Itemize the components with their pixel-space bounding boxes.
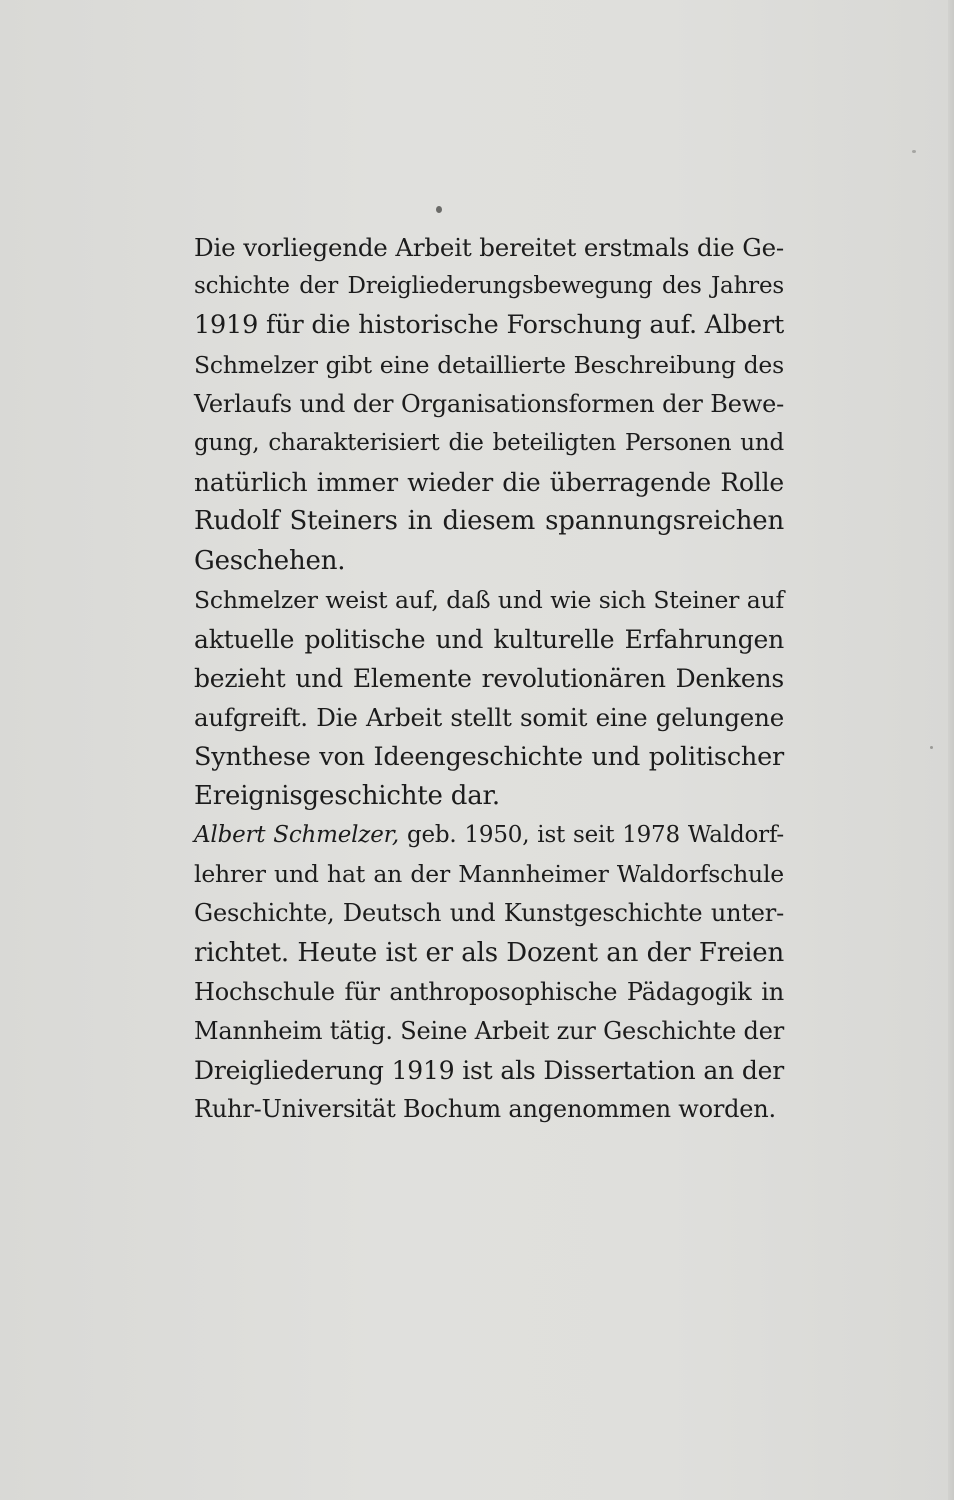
page-edge [948, 0, 954, 1500]
text-line: natürlich immer wieder die überragende Rolle [194, 468, 784, 498]
text-line: Ereignisgeschichte dar. [194, 780, 500, 811]
author-name: Albert Schmelzer, [194, 822, 400, 849]
text-line: Schmelzer weist auf, daß und wie sich Steiner auf [194, 585, 784, 614]
text-line: Hochschule für anthroposophische Pädagogik in [194, 977, 784, 1006]
print-speck [436, 206, 442, 213]
text-line [194, 816, 784, 855]
text-line: gung, charakterisiert die beteiligten Personen und [194, 430, 784, 457]
blurb-paragraph-2 [194, 581, 784, 816]
text-line: Mannheim tätig. Seine Arbeit zur Geschichte der [194, 1017, 784, 1046]
text-line: Schmelzer gibt eine detaillierte Beschreibung des [194, 350, 784, 379]
print-speck [912, 150, 916, 153]
text-line: Ruhr-Universität Bochum angenommen worden. [194, 1095, 776, 1124]
blurb-paragraph-1 [194, 228, 784, 581]
blurb-text [194, 228, 784, 1130]
text-line: lehrer und hat an der Mannheimer Waldorfschule [194, 860, 784, 889]
print-speck [930, 746, 933, 749]
text-line: aufgreift. Die Arbeit stellt somit eine gelungene [194, 703, 784, 733]
text-line: 1919 für die historische Forschung auf. Albert [194, 310, 784, 341]
author-bio-start: geb. 1950, ist seit 1978 Waldorf- [399, 822, 785, 849]
text-line: aktuelle politische und kulturelle Erfahrungen [194, 625, 784, 655]
text-line: schichte der Dreigliederungsbewegung des Jahres [194, 273, 784, 300]
text-line: Dreigliederung 1919 ist als Dissertation an der [194, 1056, 784, 1086]
text-line: richtet. Heute ist er als Dozent an der Freien [194, 937, 784, 968]
author-bio-paragraph [194, 816, 784, 1130]
text-line: Die vorliegende Arbeit bereitet erstmals die Ge- [194, 233, 784, 262]
text-line: Synthese von Ideengeschichte und politischer [194, 741, 784, 772]
text-line: Rudolf Steiners in diesem spannungsreichen [194, 506, 784, 537]
text-line: Geschehen. [194, 545, 346, 576]
text-line: bezieht und Elemente revolutionären Denkens [194, 664, 784, 694]
text-line: Verlaufs und der Organisationsformen der Bewe- [194, 389, 784, 418]
text-line: Geschichte, Deutsch und Kunstgeschichte unter- [194, 899, 784, 928]
